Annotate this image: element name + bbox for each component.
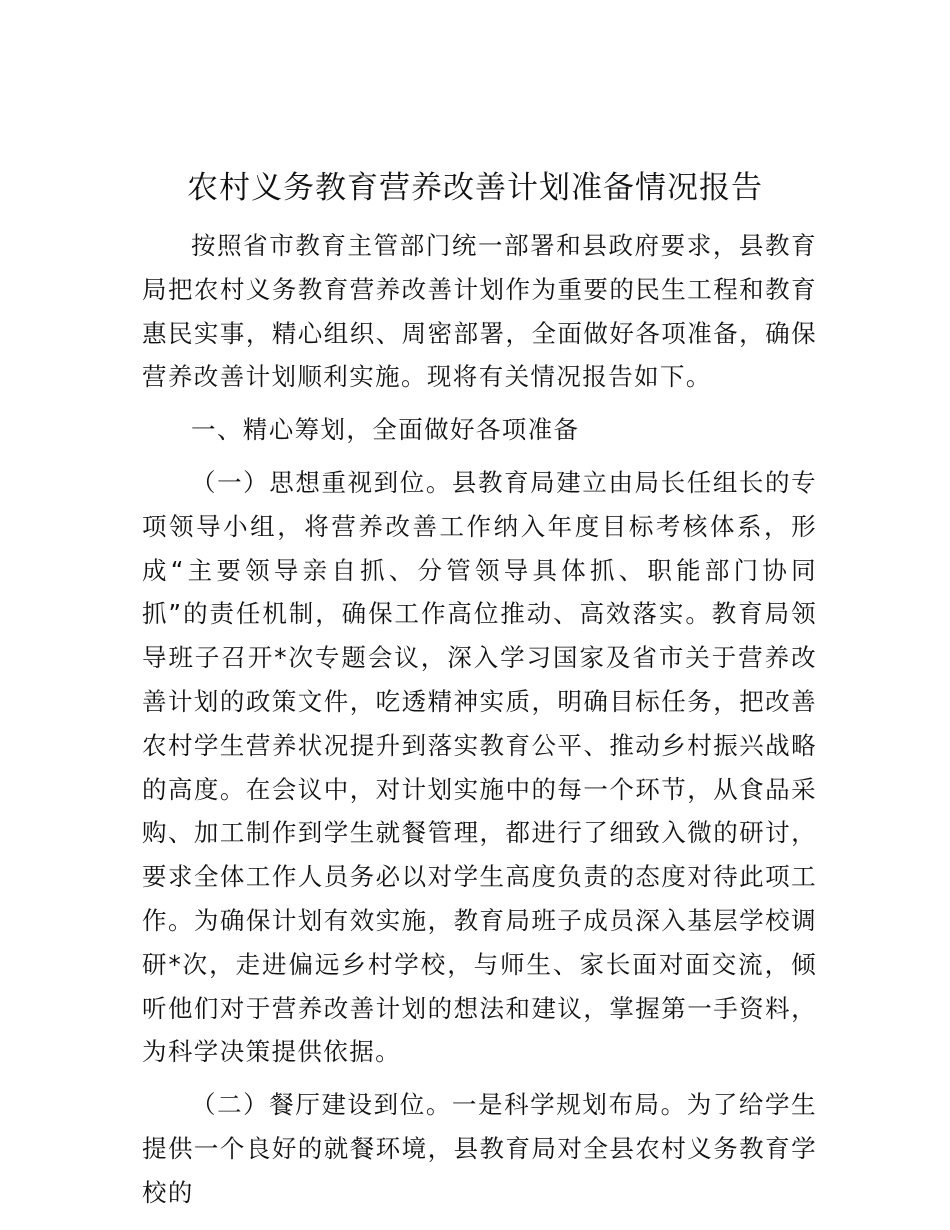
document-body (142, 224, 817, 1224)
intro-paragraph: 按照省市教育主管部门统一部署和县政府要求，县教育局把农村义务教育营养改善计划作为重要的民生工程和教育惠民实事，精心组织、周密部署，全面做好各项准备，确保营养改善计划顺利实施。现将有关情况报告如下。 (142, 231, 817, 392)
subsection-paragraph-2: （二）餐厅建设到位。一是科学规划布局。为了给学生提供一个良好的就餐环境，县教育局对全县农村义务教育学校的 (142, 1090, 817, 1207)
document-title: 农村义务教育营养改善计划准备情况报告 (187, 170, 763, 206)
section-heading-1: 一、精心筹划，全面做好各项准备 (191, 415, 580, 445)
subsection-paragraph-1: （一）思想重视到位。县教育局建立由局长任组长的专项领导小组，将营养改善工作纳入年度目标考核体系，形成“主要领导亲自抓、分管领导具体抓、职能部门协同抓”的责任机制，确保工作高位推动、高效落实。教育局领导班子召开*次专题会议，深入学习国家及省市关于营养改善计划的政策文件，吃透精神实质，明确目标任务，把改善农村学生营养状况提升到落实教育公平、推动乡村振兴战略的高度。在会议中，对计划实施中的每一个环节，从食品采购、加工制作到学生就餐管理，都进行了细致入微的研讨，要求全体工作人员务必以对学生高度负责的态度对待此项工作。为确保计划有效实施，教育局班子成员深入基层学校调研*次，走进偏远乡村学校，与师生、家长面对面交流，倾听他们对于营养改善计划的想法和建议，掌握第一手资料，为科学决策提供依据。 (142, 467, 817, 1067)
